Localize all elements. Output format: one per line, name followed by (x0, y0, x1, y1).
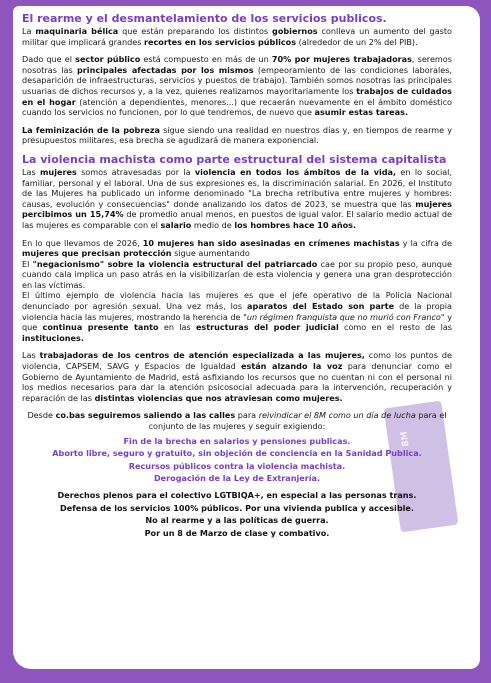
bold-text: instituciones. (22, 332, 84, 343)
bold-text: 10 mujeres han sido asesinadas en crímenes machistas (142, 237, 400, 248)
italic-text: "un régimen franquista que no murió con Franco" (243, 311, 445, 322)
bold-text: trabajos de cuidados en el hogar (22, 85, 452, 107)
demand-item: Derechos plenos para el colectivo LGTBIQA+, en especial a las personas trans. (57, 489, 417, 500)
bold-text: estructuras del poder judicial (195, 322, 339, 333)
paragraph: Las trabajadoras de los centros de atención especializada a las mujeres, como los puntos de violencia, CAPSEM, SAVG y Espacios de Igualdad están alzando la voz para denunciar como el Gobierno de Ayuntamiento de Madrid, está asfixiando los recursos que no cuentan ni con el personal ni los medios necesarios para dar la atención psicosocial adecuada para la intervención, recuperación y reparación de las distintas violencias que nos atraviesan como mujeres. (22, 350, 452, 403)
bold-text: gobiernos (272, 26, 318, 36)
bold-text: trabajadoras de los centros de atención especializada a las mujeres, (39, 350, 365, 361)
bold-text: mujeres percibimos un 15,74% (22, 198, 452, 220)
demands-black-list (22, 490, 452, 538)
bold-text: "negacionismo" sobre la violencia estructural del patriarcado (32, 258, 318, 269)
bold-text: mujeres (40, 166, 77, 177)
bold-text: violencia en todos los ámbitos de la vida, (194, 166, 397, 177)
document-body (22, 12, 452, 540)
bold-text: principales afectadas por los mismos (77, 64, 254, 75)
bold-text: los hombres hace 10 años. (234, 219, 357, 230)
paragraph: La feminización de la pobreza sigue siendo una realidad en nuestros días y, en tiempos de rearme y presupuestos militares, esa brecha se agudizará de manera exponencial. (22, 124, 452, 146)
bold-text: 70% por mujeres trabajadoras (271, 54, 412, 65)
stamp-text: 8M (399, 430, 412, 448)
bold-text: asumir estas tareas. (314, 107, 409, 118)
demand-item: Fin de la brecha en salarios y pensiones publicas. (123, 435, 351, 446)
bold-text: recortes en los servicios públicos (143, 36, 297, 47)
paragraph: En lo que llevamos de 2026, 10 mujeres han sido asesinadas en crímenes machistas y la cifra de mujeres que precisan protección sigue aumentando (22, 237, 452, 259)
paragraph: Dado que el sector público está compuesto en más de un 70% por mujeres trabajadoras, seremos nosotras las principales afectadas por los mismos (empeoramiento de las condiciones laborales, desaparición de infraestructuras, servicios y puestos de trabajo). También somos nosotras las principales usuarias de dichos recursos y, a la vez, quienes realizamos mayoritariamente los trabajos de cuidados en el hogar (atención a dependientes, menores...) que recaerán nuevamente en el ámbito doméstico cuando los servicios no funcionen, por lo que tendremos, de nuevo que asumir estas tareas. (22, 54, 452, 118)
demand-item: Recursos públicos contra la violencia machista. (128, 460, 346, 471)
paragraph: La maquinaria bélica que están preparando los distintos gobiernos conlleva un aumento del gasto militar que implicará grandes recortes en los servicios públicos (alrededor de un 2% del PIB). (22, 26, 453, 47)
paragraph: Las mujeres somos atravesadas por la violencia en todos los ámbitos de la vida, en lo social, familiar, personal y el laboral. Una de sus expresiones es, la discriminación salarial. En 2026, el Instituto de las Mujeres ha publicado un informe denominado "La brecha retributiva entre mujeres y hombres: causas, evolución y consecuencias" donde analizando los datos de 2023, se muestra que las mujeres percibimos un 15,74% de promedio anual menos, en puestos de igual valor. El salario medio actual de las mujeres es comparable con el salario medio de los hombres hace 10 años. (22, 166, 452, 230)
bold-text: continua presente tanto (42, 322, 159, 333)
demand-item: Defensa de los servicios 100% públicos. Por una vivienda publica y accesible. (60, 502, 414, 513)
bold-text: distintas violencias que nos atraviesan como mujeres. (94, 392, 343, 403)
section-title-rearme: El rearme y el desmantelamiento de los servicios publicos. (22, 12, 387, 25)
bold-text: mujeres que precisan protección (22, 248, 172, 259)
demands-purple-list (22, 436, 452, 484)
bold-text: aparatos del Estado son parte (247, 301, 395, 312)
bold-text: sector público (75, 54, 141, 65)
bold-text: están alzando la voz (241, 361, 343, 372)
bold-text: La feminización de la pobreza (22, 124, 160, 135)
bold-text: co.bas seguiremos saliendo a las calles (55, 410, 236, 421)
section-title-violencia: La violencia machista como parte estructural del sistema capitalista (22, 152, 447, 166)
demand-item: Por un 8 de Marzo de clase y combativo. (144, 527, 330, 538)
paragraph: El último ejemplo de violencia hacia las mujeres es que el jefe operativo de la Policía Nacional denunciado por agresión sexual. Una vez más, los aparatos del Estado son parte de la propia violencia hacia las mujeres, mostrando la herencia de "un régimen franquista que no murió con Franco" y que continua presente tanto en las estructuras del poder judicial como en el resto de las instituciones. (22, 290, 452, 343)
bold-text: salario (160, 219, 192, 230)
demand-item: No al rearme y a las políticas de guerra. (145, 515, 329, 526)
demand-item: Derogación de la Ley de Extranjería. (153, 473, 321, 484)
bold-text: maquinaria bélica (35, 26, 119, 36)
paragraph: El "negacionismo" sobre la violencia estructural del patriarcado cae por su propio peso, aunque cuando cala implica un paso atrás en la visibilizarían de esta violencia y genera una gran desprotección en las víctimas. (22, 258, 452, 290)
closing-statement: Desde co.bas seguiremos saliendo a las calles para reivindicar el 8M como un día de lucha para el conjunto de las mujeres y seguir exigiendo: (27, 410, 447, 431)
demand-item: Aborto libre, seguro y gratuito, sin objeción de conciencia en la Sanidad Publica. (52, 448, 422, 459)
italic-text: reivindicar el 8M como un día de lucha (258, 410, 416, 421)
